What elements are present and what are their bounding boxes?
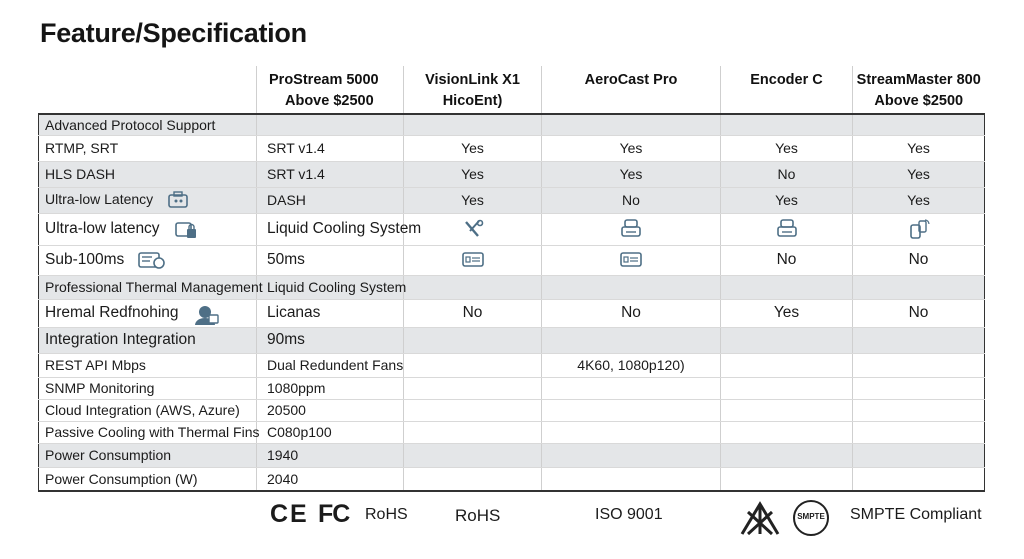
table-row bbox=[39, 135, 985, 161]
value-cell: Yes bbox=[721, 299, 853, 327]
ce-mark: CE bbox=[270, 500, 309, 528]
printer-icon bbox=[776, 219, 798, 239]
panel-icon bbox=[620, 250, 642, 270]
value-cell: SRT v1.4 bbox=[257, 135, 404, 161]
feature-cell: Hremal Redfnohing bbox=[39, 299, 257, 327]
table-row bbox=[39, 187, 985, 213]
value-cell: Yes bbox=[404, 187, 542, 213]
feature-cell: SNMP Monitoring bbox=[39, 377, 257, 399]
value-cell: 90ms bbox=[257, 327, 404, 353]
value-cell: Yes bbox=[853, 161, 985, 187]
table-row bbox=[39, 377, 985, 399]
value-cell bbox=[404, 353, 542, 377]
header-streammaster: StreamMaster 800 Above $2500 bbox=[853, 66, 985, 114]
feature-cell: Passive Cooling with Thermal Fins bbox=[39, 421, 257, 443]
table-row bbox=[39, 443, 985, 467]
value-cell: SRT v1.4 bbox=[257, 161, 404, 187]
value-cell: Licanas bbox=[257, 299, 404, 327]
rohs-small-label: RoHS bbox=[365, 506, 408, 523]
value-cell: DASH bbox=[257, 187, 404, 213]
value-cell bbox=[853, 421, 985, 443]
page-title: Feature/Specification bbox=[40, 18, 307, 48]
device-lock-icon bbox=[174, 220, 196, 238]
value-cell bbox=[542, 467, 721, 491]
feature-cell: Cloud Integration (AWS, Azure) bbox=[39, 399, 257, 421]
value-cell: No bbox=[542, 299, 721, 327]
value-cell bbox=[721, 353, 853, 377]
monitor-gauge-icon bbox=[138, 251, 160, 269]
value-cell: Yes bbox=[853, 135, 985, 161]
value-cell: 20500 bbox=[257, 399, 404, 421]
header-prostream: ProStream 5000 Above $2500 bbox=[257, 66, 404, 114]
value-cell: Yes bbox=[404, 135, 542, 161]
certification-logos bbox=[0, 500, 1024, 536]
table-row bbox=[39, 161, 985, 187]
value-cell bbox=[853, 377, 985, 399]
value-cell bbox=[542, 377, 721, 399]
header-encoder-c: Encoder C bbox=[721, 66, 853, 114]
header-row bbox=[39, 66, 985, 114]
value-cell: No bbox=[721, 161, 853, 187]
tower-icon bbox=[740, 500, 780, 536]
value-cell bbox=[404, 275, 542, 299]
feature-cell: Ultra-low Latency bbox=[39, 187, 257, 213]
value-cell bbox=[404, 421, 542, 443]
value-cell bbox=[721, 421, 853, 443]
value-cell bbox=[404, 213, 542, 245]
value-cell bbox=[853, 443, 985, 467]
value-cell: Yes bbox=[404, 161, 542, 187]
feature-cell: Power Consumption bbox=[39, 443, 257, 467]
value-cell: Yes bbox=[721, 187, 853, 213]
value-cell bbox=[721, 114, 853, 135]
value-cell: Yes bbox=[542, 135, 721, 161]
value-cell: 2040 bbox=[257, 467, 404, 491]
table-row bbox=[39, 275, 985, 299]
feature-cell: HLS DASH bbox=[39, 161, 257, 187]
feature-cell: Sub-100ms bbox=[39, 245, 257, 275]
value-cell: 1080ppm bbox=[257, 377, 404, 399]
value-cell: Dual Redundent Fans bbox=[257, 353, 404, 377]
value-cell bbox=[257, 114, 404, 135]
tools-icon bbox=[462, 219, 484, 239]
router-icon bbox=[167, 191, 189, 209]
panel-icon bbox=[462, 250, 484, 270]
value-cell bbox=[404, 467, 542, 491]
value-cell bbox=[542, 443, 721, 467]
value-cell: Yes bbox=[721, 135, 853, 161]
value-cell: No bbox=[404, 299, 542, 327]
value-cell bbox=[853, 327, 985, 353]
value-cell bbox=[542, 213, 721, 245]
feature-cell: RTMP, SRT bbox=[39, 135, 257, 161]
header-aerocast: AeroCast Pro bbox=[542, 66, 721, 114]
value-cell bbox=[542, 114, 721, 135]
feature-cell: Professional Thermal Management bbox=[39, 275, 257, 299]
feature-cell: Advanced Protocol Support bbox=[39, 114, 257, 135]
phone-signal-icon bbox=[908, 219, 930, 239]
value-cell bbox=[404, 377, 542, 399]
table-row bbox=[39, 421, 985, 443]
fcc-mark: FC bbox=[318, 500, 350, 528]
feature-cell: Ultra-low latency bbox=[39, 213, 257, 245]
table-row bbox=[39, 245, 985, 275]
feature-cell: REST API Mbps bbox=[39, 353, 257, 377]
value-cell bbox=[721, 443, 853, 467]
value-cell bbox=[542, 245, 721, 275]
table-row bbox=[39, 213, 985, 245]
table-row bbox=[39, 114, 985, 135]
value-cell bbox=[404, 443, 542, 467]
value-cell bbox=[542, 275, 721, 299]
value-cell bbox=[853, 114, 985, 135]
smpte-badge: SMPTE bbox=[793, 500, 829, 536]
value-cell bbox=[404, 327, 542, 353]
value-cell bbox=[721, 377, 853, 399]
value-cell: No bbox=[853, 245, 985, 275]
value-cell bbox=[853, 353, 985, 377]
rohs-label: RoHS bbox=[455, 506, 501, 525]
value-cell: Liquid Cooling System bbox=[257, 213, 404, 245]
value-cell: No bbox=[542, 187, 721, 213]
value-cell: No bbox=[721, 245, 853, 275]
value-cell bbox=[853, 275, 985, 299]
value-cell: C080p100 bbox=[257, 421, 404, 443]
value-cell bbox=[542, 327, 721, 353]
value-cell bbox=[542, 399, 721, 421]
value-cell: Yes bbox=[853, 187, 985, 213]
value-cell: Yes bbox=[542, 161, 721, 187]
value-cell bbox=[721, 467, 853, 491]
value-cell bbox=[721, 275, 853, 299]
table-row bbox=[39, 467, 985, 491]
table-row bbox=[39, 353, 985, 377]
feature-cell: Integration Integration bbox=[39, 327, 257, 353]
spec-table bbox=[38, 66, 985, 492]
feature-cell: Power Consumption (W) bbox=[39, 467, 257, 491]
user-badge-icon bbox=[193, 304, 215, 322]
value-cell bbox=[853, 467, 985, 491]
table-row bbox=[39, 327, 985, 353]
value-cell bbox=[542, 421, 721, 443]
iso-label: ISO 9001 bbox=[595, 506, 663, 523]
value-cell bbox=[721, 399, 853, 421]
value-cell bbox=[404, 114, 542, 135]
value-cell bbox=[404, 399, 542, 421]
printer-icon bbox=[620, 219, 642, 239]
header-feature bbox=[39, 66, 257, 114]
value-cell: 50ms bbox=[257, 245, 404, 275]
value-cell bbox=[853, 399, 985, 421]
value-cell: 1940 bbox=[257, 443, 404, 467]
value-cell bbox=[404, 245, 542, 275]
value-cell bbox=[721, 213, 853, 245]
value-cell bbox=[721, 327, 853, 353]
table-row bbox=[39, 399, 985, 421]
table-row bbox=[39, 299, 985, 327]
value-cell: No bbox=[853, 299, 985, 327]
value-cell bbox=[853, 213, 985, 245]
smpte-label: SMPTE Compliant bbox=[850, 506, 982, 523]
value-cell: Liquid Cooling System bbox=[257, 275, 404, 299]
value-cell: 4K60, 1080p120) bbox=[542, 353, 721, 377]
header-visionlink: VisionLink X1 HicoEnt) bbox=[404, 66, 542, 114]
